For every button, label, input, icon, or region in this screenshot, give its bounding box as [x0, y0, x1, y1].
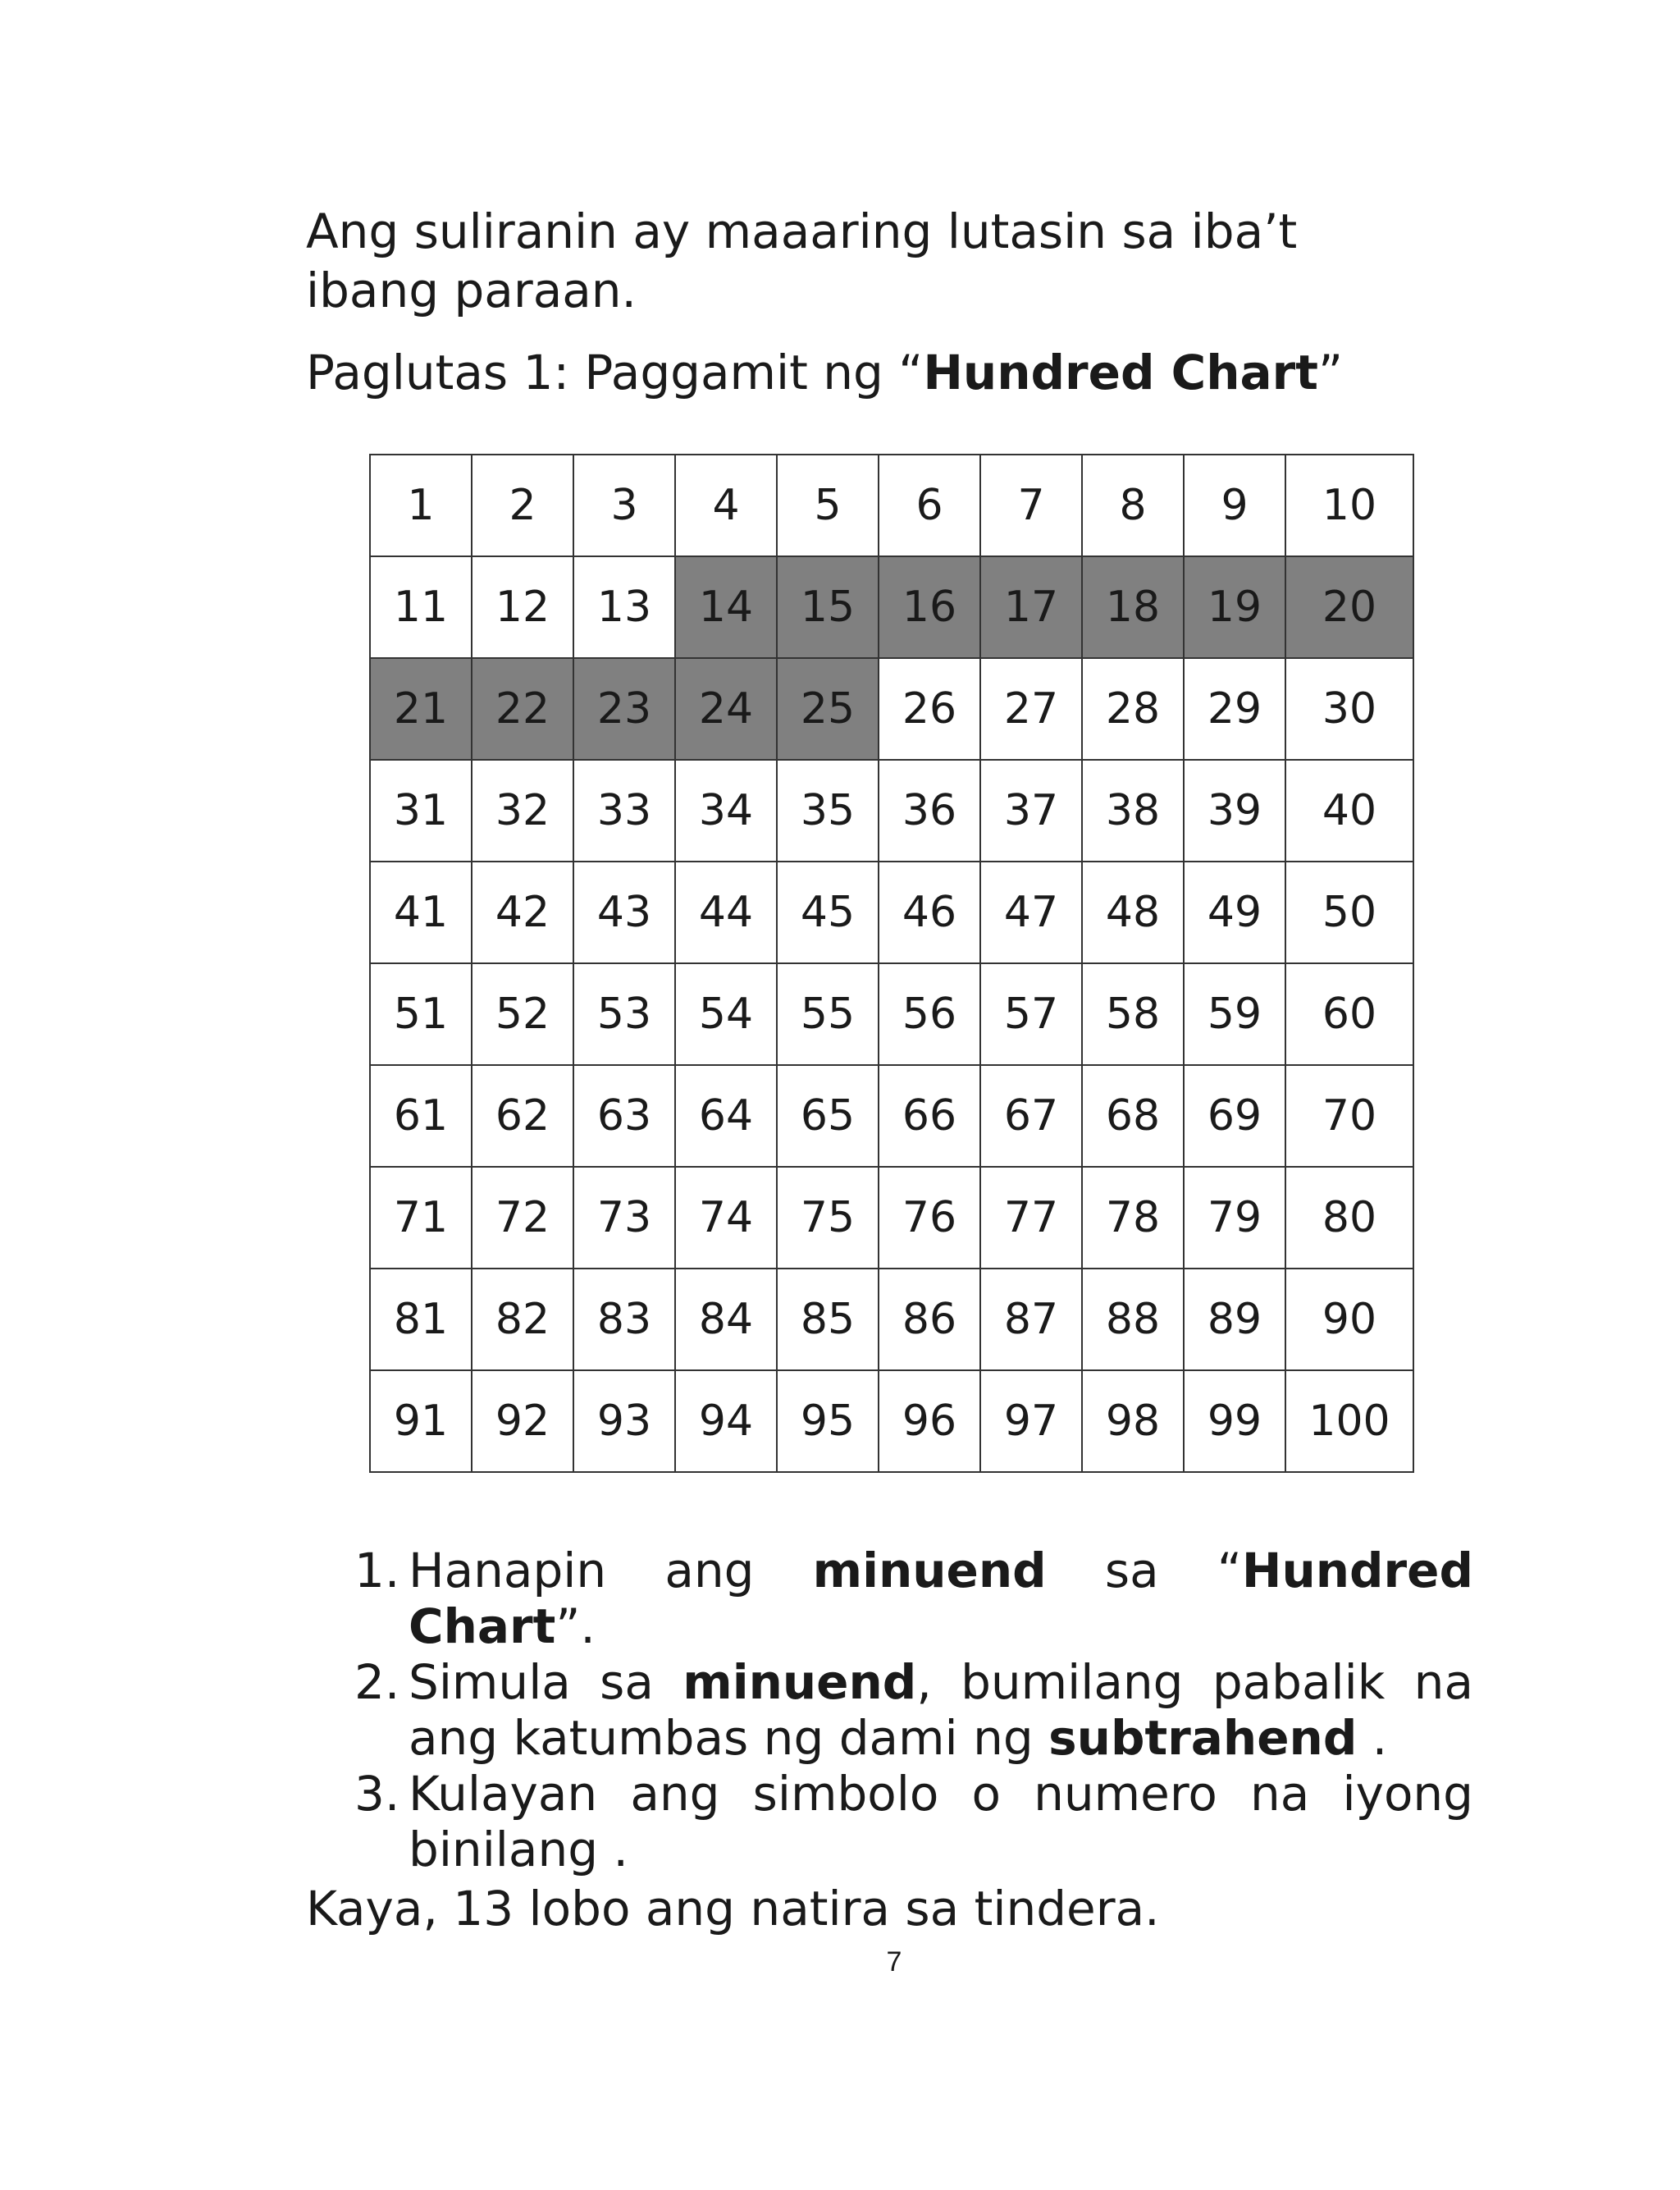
chart-cell: 17 [980, 556, 1082, 658]
chart-cell: 58 [1082, 963, 1184, 1065]
step-bold-term: minuend [812, 1543, 1047, 1598]
chart-cell: 80 [1285, 1167, 1413, 1269]
chart-cell: 37 [980, 760, 1082, 862]
step-number: 3. [354, 1766, 400, 1822]
chart-cell: 1 [370, 455, 472, 556]
chart-row [370, 760, 1413, 862]
chart-cell: 23 [573, 658, 675, 760]
chart-cell: 19 [1184, 556, 1285, 658]
step-text: , bumilang pabalik na ang katumbas ng dami ng [409, 1654, 1473, 1766]
chart-cell: 46 [879, 862, 980, 963]
chart-cell: 71 [370, 1167, 472, 1269]
chart-cell: 57 [980, 963, 1082, 1065]
chart-cell: 14 [675, 556, 777, 658]
chart-cell: 70 [1285, 1065, 1413, 1167]
chart-cell: 73 [573, 1167, 675, 1269]
chart-cell: 45 [777, 862, 879, 963]
chart-cell: 34 [675, 760, 777, 862]
chart-cell: 9 [1184, 455, 1285, 556]
chart-cell: 78 [1082, 1167, 1184, 1269]
chart-cell: 29 [1184, 658, 1285, 760]
chart-cell: 64 [675, 1065, 777, 1167]
chart-cell: 62 [472, 1065, 573, 1167]
chart-cell: 75 [777, 1167, 879, 1269]
hundred-chart-body [370, 455, 1413, 1472]
chart-row [370, 556, 1413, 658]
chart-cell: 65 [777, 1065, 879, 1167]
chart-cell: 60 [1285, 963, 1413, 1065]
step-item [345, 1766, 1473, 1877]
chart-cell: 84 [675, 1269, 777, 1370]
step-text: Hanapin ang [409, 1543, 813, 1598]
chart-cell: 85 [777, 1269, 879, 1370]
chart-row [370, 1167, 1413, 1269]
step-number: 2. [354, 1654, 400, 1710]
chart-cell: 52 [472, 963, 573, 1065]
chart-cell: 32 [472, 760, 573, 862]
step-bold-term: Hundred Chart [409, 1543, 1474, 1654]
chart-cell: 97 [980, 1370, 1082, 1472]
chart-cell: 81 [370, 1269, 472, 1370]
chart-cell: 74 [675, 1167, 777, 1269]
chart-cell: 88 [1082, 1269, 1184, 1370]
chart-cell: 51 [370, 963, 472, 1065]
chart-cell: 49 [1184, 862, 1285, 963]
chart-cell: 20 [1285, 556, 1413, 658]
step-text: Kulayan ang simbolo o numero na iyong binilang . [409, 1766, 1473, 1877]
chart-cell: 66 [879, 1065, 980, 1167]
chart-cell: 90 [1285, 1269, 1413, 1370]
chart-cell: 72 [472, 1167, 573, 1269]
chart-cell: 44 [675, 862, 777, 963]
chart-cell: 5 [777, 455, 879, 556]
method-heading-prefix: Paglutas 1: Paggamit ng “ [306, 345, 924, 400]
chart-cell: 30 [1285, 658, 1413, 760]
chart-row [370, 862, 1413, 963]
chart-cell: 76 [879, 1167, 980, 1269]
chart-cell: 50 [1285, 862, 1413, 963]
step-text: ”. [555, 1598, 596, 1654]
chart-row [370, 963, 1413, 1065]
chart-cell: 42 [472, 862, 573, 963]
chart-cell: 53 [573, 963, 675, 1065]
chart-cell: 47 [980, 862, 1082, 963]
chart-cell: 31 [370, 760, 472, 862]
chart-cell: 35 [777, 760, 879, 862]
chart-row [370, 1269, 1413, 1370]
chart-cell: 8 [1082, 455, 1184, 556]
chart-cell: 36 [879, 760, 980, 862]
step-text: Simula sa [409, 1654, 683, 1710]
chart-cell: 98 [1082, 1370, 1184, 1472]
chart-cell: 38 [1082, 760, 1184, 862]
chart-cell: 54 [675, 963, 777, 1065]
chart-cell: 28 [1082, 658, 1184, 760]
chart-cell: 79 [1184, 1167, 1285, 1269]
chart-cell: 82 [472, 1269, 573, 1370]
step-text: sa “ [1046, 1543, 1242, 1598]
chart-cell: 63 [573, 1065, 675, 1167]
chart-row [370, 658, 1413, 760]
chart-cell: 40 [1285, 760, 1413, 862]
chart-row [370, 455, 1413, 556]
chart-cell: 2 [472, 455, 573, 556]
chart-cell: 89 [1184, 1269, 1285, 1370]
chart-cell: 6 [879, 455, 980, 556]
hundred-chart [369, 454, 1414, 1473]
chart-cell: 83 [573, 1269, 675, 1370]
chart-cell: 41 [370, 862, 472, 963]
method-heading-bold: Hundred Chart [923, 345, 1318, 400]
chart-cell: 77 [980, 1167, 1082, 1269]
chart-cell: 69 [1184, 1065, 1285, 1167]
chart-cell: 61 [370, 1065, 472, 1167]
chart-cell: 3 [573, 455, 675, 556]
step-item [345, 1543, 1473, 1654]
chart-cell: 12 [472, 556, 573, 658]
chart-cell: 100 [1285, 1370, 1413, 1472]
intro-paragraph: Ang suliranin ay maaaring lutasin sa iba’t ibang paraan. [306, 203, 1298, 318]
chart-cell: 87 [980, 1269, 1082, 1370]
step-item [345, 1654, 1473, 1766]
chart-cell: 68 [1082, 1065, 1184, 1167]
chart-cell: 86 [879, 1269, 980, 1370]
chart-cell: 93 [573, 1370, 675, 1472]
chart-cell: 25 [777, 658, 879, 760]
chart-cell: 92 [472, 1370, 573, 1472]
chart-row [370, 1370, 1413, 1472]
step-number: 1. [354, 1543, 400, 1598]
step-text: . [1357, 1710, 1388, 1766]
chart-cell: 22 [472, 658, 573, 760]
chart-row [370, 1065, 1413, 1167]
chart-cell: 10 [1285, 455, 1413, 556]
chart-cell: 18 [1082, 556, 1184, 658]
chart-cell: 56 [879, 963, 980, 1065]
chart-cell: 59 [1184, 963, 1285, 1065]
step-bold-term: subtrahend [1048, 1710, 1358, 1766]
chart-cell: 67 [980, 1065, 1082, 1167]
chart-cell: 26 [879, 658, 980, 760]
chart-cell: 55 [777, 963, 879, 1065]
chart-cell: 99 [1184, 1370, 1285, 1472]
conclusion-text: Kaya, 13 lobo ang natira sa tindera. [306, 1881, 1160, 1936]
chart-cell: 43 [573, 862, 675, 963]
chart-cell: 96 [879, 1370, 980, 1472]
step-bold-term: minuend [682, 1654, 917, 1710]
chart-cell: 95 [777, 1370, 879, 1472]
chart-cell: 13 [573, 556, 675, 658]
chart-cell: 33 [573, 760, 675, 862]
chart-cell: 16 [879, 556, 980, 658]
chart-cell: 39 [1184, 760, 1285, 862]
chart-cell: 94 [675, 1370, 777, 1472]
chart-cell: 11 [370, 556, 472, 658]
steps-list [345, 1543, 1473, 1877]
chart-cell: 15 [777, 556, 879, 658]
chart-cell: 4 [675, 455, 777, 556]
chart-cell: 91 [370, 1370, 472, 1472]
chart-cell: 7 [980, 455, 1082, 556]
method-heading-suffix: ” [1317, 345, 1344, 400]
page-number: 7 [886, 1946, 902, 1977]
chart-cell: 27 [980, 658, 1082, 760]
chart-cell: 48 [1082, 862, 1184, 963]
chart-cell: 21 [370, 658, 472, 760]
chart-cell: 24 [675, 658, 777, 760]
method-heading [306, 343, 1343, 402]
